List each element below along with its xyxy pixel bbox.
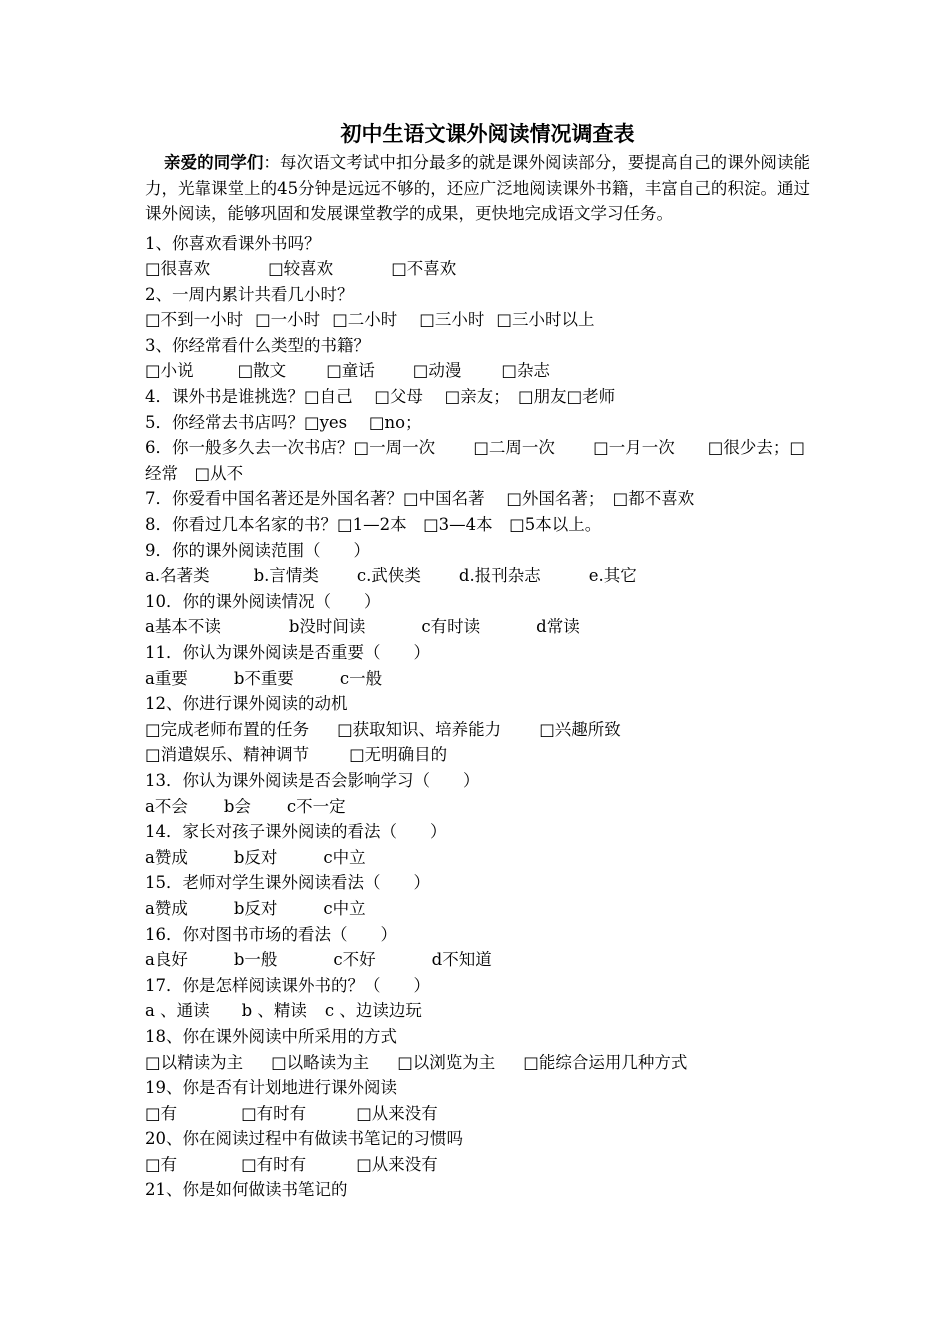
options-row (145, 307, 810, 333)
choice-option[interactable]: c不一定 (286, 796, 346, 816)
choice-option[interactable]: b会 (223, 796, 251, 816)
checkbox-option[interactable]: □获取知识、培养能力 (337, 719, 502, 739)
question-text: 14．家长对孩子课外阅读的看法（ ） (145, 822, 447, 842)
options-row (145, 1152, 810, 1178)
checkbox-option[interactable]: □二小时 (332, 310, 398, 330)
checkbox-option[interactable]: □从来没有 (356, 1103, 438, 1123)
checkbox-option[interactable]: □消遣娱乐、精神调节 (145, 745, 310, 765)
choice-option[interactable]: d.报刊杂志 (458, 566, 541, 586)
choice-option[interactable]: c有时读 (421, 617, 481, 637)
choice-option[interactable]: a赞成 (145, 847, 188, 867)
choice-option[interactable]: c.武侠类 (356, 566, 421, 586)
checkbox-option[interactable]: □有时有 (241, 1154, 307, 1174)
choice-option[interactable]: c中立 (323, 898, 366, 918)
question-text: 12、你进行课外阅读的动机 (145, 694, 348, 714)
choice-option[interactable]: a重要 (145, 668, 188, 688)
options-row (145, 563, 810, 589)
checkbox-option[interactable]: □有时有 (241, 1103, 307, 1123)
choice-option[interactable]: d不知道 (431, 950, 492, 970)
options-row (145, 947, 810, 973)
choice-option[interactable]: b.言情类 (253, 566, 319, 586)
checkbox-option[interactable]: □不喜欢 (391, 259, 457, 279)
intro-salutation: 亲爱的同学们 (164, 153, 264, 172)
options-row (145, 717, 810, 743)
choice-option[interactable]: a良好 (145, 950, 188, 970)
checkbox-option[interactable]: □能综合运用几种方式 (523, 1052, 688, 1072)
question-text: 20、你在阅读过程中有做读书笔记的习惯吗 (145, 1129, 463, 1149)
question-text: 11．你认为课外阅读是否重要（ ） (145, 643, 430, 662)
choice-option[interactable]: a 、通读 (145, 1001, 210, 1021)
checkbox-option[interactable]: □完成老师布置的任务 (145, 719, 310, 739)
choice-option[interactable]: b一般 (233, 950, 278, 970)
choice-option[interactable]: a不会 (145, 796, 188, 816)
intro-text: ：每次语文考试中扣分最多的就是课外阅读部分，要提高自己的课外阅读能力，光靠课堂上的45分钟是远远不够的，还应广泛地阅读课外书籍，丰富自己的积淀。通过课外阅读，能够巩固和发展课堂教学的成果，更快地完成语文学习任务。 (145, 153, 811, 223)
options-row (145, 614, 810, 640)
choice-option[interactable]: a.名著类 (145, 566, 210, 586)
checkbox-option[interactable]: □小说 (145, 361, 194, 381)
checkbox-option[interactable]: □以略读为主 (271, 1052, 370, 1072)
checkbox-option[interactable]: □很喜欢 (145, 259, 211, 279)
options-row (145, 742, 810, 768)
options-row (145, 256, 810, 282)
choice-option[interactable]: b 、精读 (241, 1001, 307, 1021)
question-text: 9．你的课外阅读范围（ ） (145, 540, 370, 560)
checkbox-option[interactable]: □以精读为主 (145, 1052, 244, 1072)
options-row (145, 794, 810, 820)
question-list (145, 231, 810, 1204)
choice-option[interactable]: b反对 (233, 847, 278, 867)
question-text: 19、你是否有计划地进行课外阅读 (145, 1078, 397, 1098)
options-row (145, 998, 810, 1024)
question-text: 17．你是怎样阅读课外书的？（ ） (145, 975, 430, 995)
question-text: 8．你看过几本名家的书？□1—2本 □3—4本 □5本以上。 (145, 515, 602, 535)
choice-option[interactable]: c一般 (339, 668, 383, 688)
question-text: 18、你在课外阅读中所采用的方式 (145, 1026, 397, 1046)
checkbox-option[interactable]: □一小时 (255, 310, 321, 330)
choice-option[interactable]: a基本不读 (145, 617, 221, 637)
checkbox-option[interactable]: □有 (145, 1154, 178, 1174)
checkbox-option[interactable]: □从来没有 (356, 1154, 438, 1174)
choice-option[interactable]: a赞成 (145, 898, 188, 918)
checkbox-option[interactable]: □散文 (237, 361, 287, 381)
intro-paragraph (145, 150, 810, 227)
document-page (145, 118, 810, 1203)
checkbox-option[interactable]: □三小时 (419, 310, 485, 330)
question-text: 5．你经常去书店吗？□yes □no； (145, 412, 422, 432)
options-row (145, 896, 810, 922)
checkbox-option[interactable]: □较喜欢 (268, 259, 334, 279)
options-row (145, 1050, 810, 1076)
question-text: 13．你认为课外阅读是否会影响学习（ ） (145, 770, 480, 790)
question-text: 1、你喜欢看课外书吗？ (145, 233, 321, 253)
choice-option[interactable]: b不重要 (233, 668, 294, 688)
checkbox-option[interactable]: □童话 (326, 361, 375, 381)
question-text: 16．你对图书市场的看法（ ） (145, 924, 397, 944)
checkbox-option[interactable]: □杂志 (501, 361, 550, 381)
question-text: 7．你爱看中国名著还是外国名著？□中国名著 □外国名著； □都不喜欢 (145, 489, 695, 509)
document-title: 初中生语文课外阅读情况调查表 (340, 121, 635, 146)
checkbox-option[interactable]: □以浏览为主 (397, 1052, 496, 1072)
choice-option[interactable]: d常读 (536, 617, 580, 637)
options-row (145, 666, 810, 692)
choice-option[interactable]: c 、边读边玩 (324, 1001, 422, 1021)
question-text: 21、你是如何做读书笔记的 (145, 1180, 348, 1200)
question-text: 4．课外书是谁挑选？□自己 □父母 □亲友； □朋友□老师 (145, 387, 616, 407)
checkbox-option[interactable]: □无明确目的 (349, 745, 448, 765)
choice-option[interactable]: b没时间读 (288, 617, 366, 637)
options-row (145, 358, 810, 384)
checkbox-option[interactable]: □兴趣所致 (539, 719, 621, 739)
checkbox-option[interactable]: □三小时以上 (496, 310, 595, 330)
question-text: 6．你一般多久去一次书店？□一周一次 □二周一次 □一月一次 □很少去；□经常 □从不 (145, 438, 805, 483)
choice-option[interactable]: b反对 (233, 898, 278, 918)
choice-option[interactable]: c不好 (333, 950, 376, 970)
question-text: 10．你的课外阅读情况（ ） (145, 591, 381, 611)
question-text: 3、你经常看什么类型的书籍？ (145, 335, 370, 355)
options-row (145, 1101, 810, 1127)
checkbox-option[interactable]: □有 (145, 1103, 178, 1123)
choice-option[interactable]: c中立 (323, 847, 366, 867)
choice-option[interactable]: e.其它 (588, 566, 637, 586)
question-text: 15．老师对学生课外阅读看法（ ） (145, 873, 430, 893)
checkbox-option[interactable]: □不到一小时 (145, 310, 244, 330)
checkbox-option[interactable]: □动漫 (412, 361, 462, 381)
question-text: 2、一周内累计共看几小时？ (145, 284, 354, 304)
options-row (145, 845, 810, 871)
